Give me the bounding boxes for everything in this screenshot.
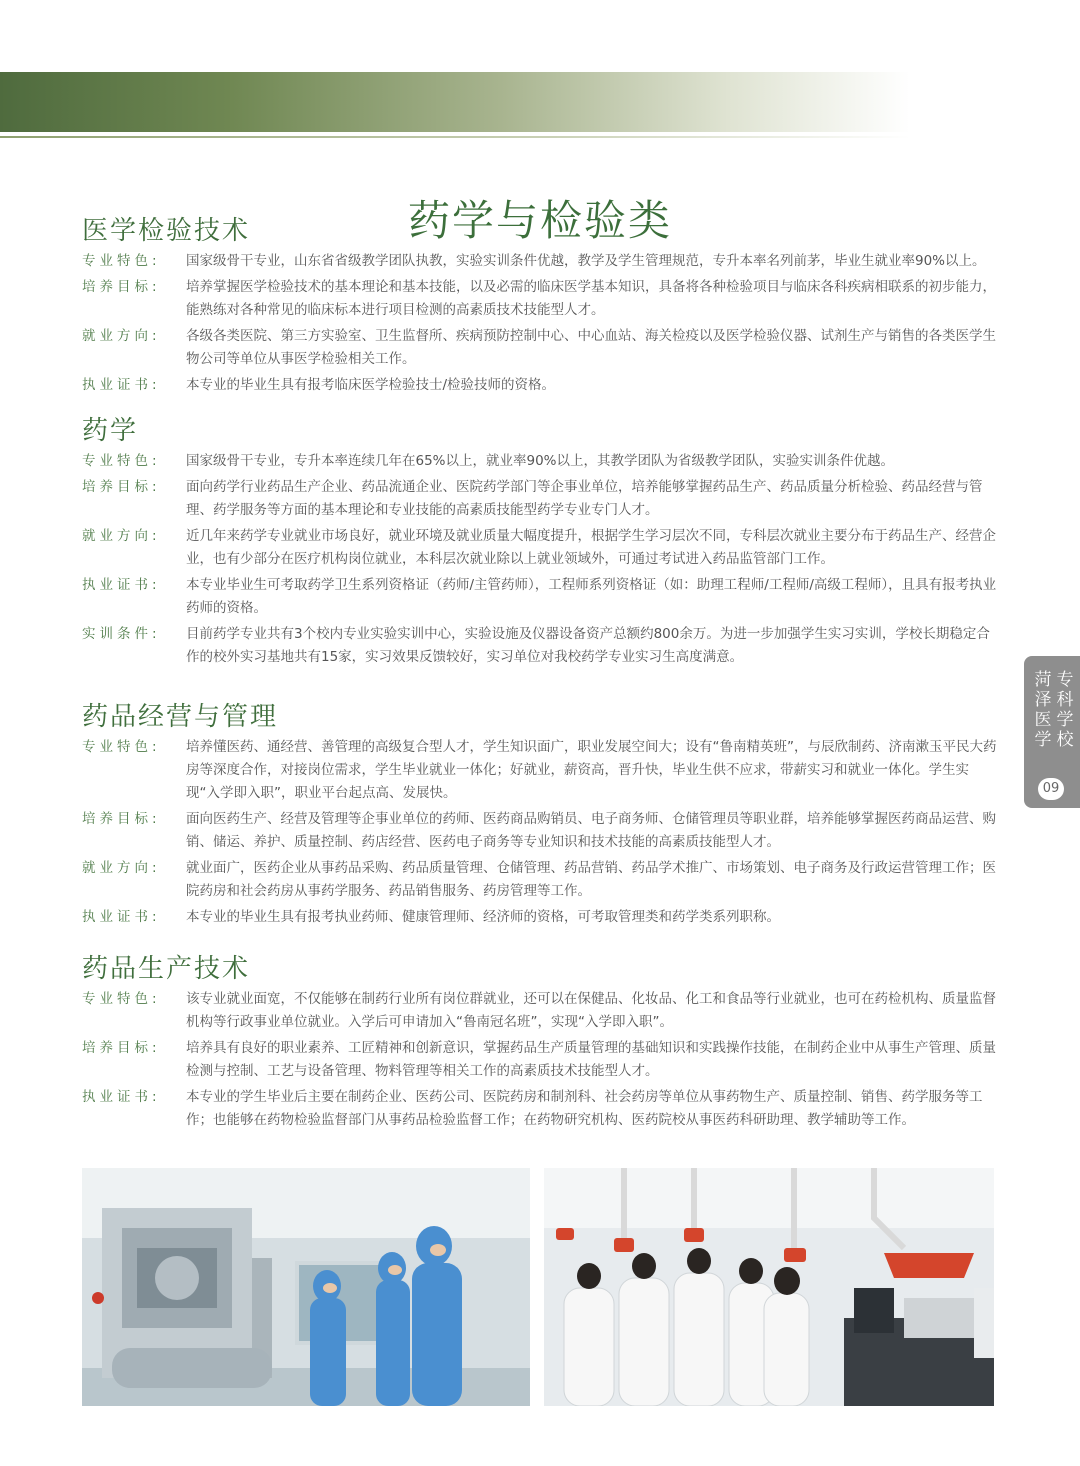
row-label: 就业方向: <box>82 328 161 344</box>
section-drug-marketing-management <box>82 698 1002 929</box>
row-label: 实训条件: <box>82 626 161 642</box>
row-label: 专业特色: <box>82 453 161 469</box>
row-text: 培养具有良好的职业素养、工匠精神和创新意识，掌握药品生产质量管理的基础知识和实践操作技能，在制药企业中从事生产管理、质量检测与控制、工艺与设备管理、物料管理等相关工作的高素质技术技能型人才。 <box>186 1040 996 1079</box>
row-text: 各级各类医院、第三方实验室、卫生监督所、疾病预防控制中心、中心血站、海关检疫以及医学检验仪器、试剂生产与销售的各类医学生物公司等单位从事医学检验相关工作。 <box>186 328 996 367</box>
info-row <box>82 450 1002 473</box>
photo-cleanroom-production <box>82 1168 530 1406</box>
row-label: 培养目标: <box>82 479 161 495</box>
photo-laboratory <box>544 1168 994 1406</box>
row-label: 培养目标: <box>82 811 161 827</box>
info-row <box>82 276 1002 322</box>
info-row <box>82 857 1002 903</box>
section-drug-production-tech <box>82 950 1002 1132</box>
side-tab-text-col2: 专科学校 <box>1056 670 1074 750</box>
info-row <box>82 525 1002 571</box>
row-label: 执业证书: <box>82 377 161 393</box>
info-row <box>82 574 1002 620</box>
row-text: 本专业的毕业生具有报考临床医学检验技士/检验技师的资格。 <box>186 377 556 393</box>
row-label: 就业方向: <box>82 860 161 876</box>
row-text: 面向药学行业药品生产企业、药品流通企业、医院药学部门等企事业单位，培养能够掌握药品生产、药品质量分析检验、药品经营与管理、药学服务等方面的基本理论和专业技能的高素质技能型药学专业专门人才。 <box>186 479 983 518</box>
row-text: 目前药学专业共有3个校内专业实验实训中心，实验设施及仪器设备资产总额约800余万。为进一步加强学生实习实训，学校长期稳定合作的校外实习基地共有15家，实习效果反馈较好，实习单位对我校药学专业实习生高度满意。 <box>186 626 990 665</box>
header-gradient-band <box>0 72 910 132</box>
row-label: 培养目标: <box>82 279 161 295</box>
row-text: 就业面广，医药企业从事药品采购、药品质量管理、仓储管理、药品营销、药品学术推广、市场策划、电子商务及行政运营管理工作；医院药房和社会药房从事药学服务、药品销售服务、药房管理等工作。 <box>186 860 996 899</box>
row-text: 该专业就业面宽，不仅能够在制药行业所有岗位群就业，还可以在保健品、化妆品、化工和食品等行业就业，也可在药检机构、质量监督机构等行政事业单位就业。入学后可申请加入“鲁南冠名班”，实现“入学即入职”。 <box>186 991 996 1030</box>
row-text: 国家级骨干专业，专升本率连续几年在65%以上，就业率90%以上，其教学团队为省级教学团队，实验实训条件优越。 <box>186 453 895 469</box>
row-label: 执业证书: <box>82 1089 161 1105</box>
info-row <box>82 374 1002 397</box>
page-number: 09 <box>1038 778 1064 800</box>
section-title: 药品生产技术 <box>82 954 251 984</box>
row-text: 本专业毕业生可考取药学卫生系列资格证（药师/主管药师），工程师系列资格证（如：助理工程师/工程师/高级工程师），且具有报考执业药师的资格。 <box>186 577 997 616</box>
row-label: 执业证书: <box>82 909 161 925</box>
row-text: 培养懂医药、通经营、善管理的高级复合型人才，学生知识面广，职业发展空间大；设有“鲁南精英班”，与辰欣制药、济南漱玉平民大药房等深度合作，对接岗位需求，学生毕业就业一体化；好就业，薪资高，晋升快，毕业生供不应求，带薪实习和就业一体化。学生实现“入学即入职”，职业平台起点高、发展快。 <box>186 739 997 801</box>
row-label: 执业证书: <box>82 577 161 593</box>
info-row <box>82 906 1002 929</box>
row-text: 本专业的毕业生具有报考执业药师、健康管理师、经济师的资格，可考取管理类和药学类系列职称。 <box>186 909 780 925</box>
row-label: 培养目标: <box>82 1040 161 1056</box>
info-row <box>82 476 1002 522</box>
row-text: 面向医药生产、经营及管理等企事业单位的药师、医药商品购销员、电子商务师、仓储管理员等职业群，培养能够掌握医药商品运营、购销、储运、养护、质量控制、药店经营、医药电子商务等专业知识和技术技能的高素质技能型人才。 <box>186 811 996 850</box>
section-title: 医学检验技术 <box>82 216 251 246</box>
row-text: 近几年来药学专业就业市场良好，就业环境及就业质量大幅度提升，根据学生学习层次不同，专科层次就业主要分布于药品生产、经营企业，也有少部分在医疗机构岗位就业，本科层次就业除以上就业领域外，可通过考试进入药品监管部门工作。 <box>186 528 996 567</box>
row-label: 专业特色: <box>82 991 161 1007</box>
section-title: 药品经营与管理 <box>82 702 279 732</box>
row-label: 就业方向: <box>82 528 161 544</box>
info-row <box>82 808 1002 854</box>
info-row <box>82 1037 1002 1083</box>
info-row <box>82 623 1002 669</box>
section-title: 药学 <box>82 416 139 446</box>
row-text: 培养掌握医学检验技术的基本理论和基本技能，以及必需的临床医学基本知识，具备将各种检验项目与临床各科疾病相联系的初步能力，能熟练对各种常见的临床标本进行项目检测的高素质技术技能型人才。 <box>186 279 996 318</box>
info-row <box>82 736 1002 805</box>
info-row <box>82 988 1002 1034</box>
row-label: 专业特色: <box>82 739 161 755</box>
side-tab-text-col1: 菏泽医学 <box>1034 670 1052 750</box>
info-row <box>82 325 1002 371</box>
row-text: 国家级骨干专业，山东省省级教学团队执教，实验实训条件优越，教学及学生管理规范，专升本率名列前茅，毕业生就业率90%以上。 <box>186 253 986 269</box>
section-medical-lab-tech <box>82 212 1002 397</box>
school-side-tab <box>1024 656 1080 808</box>
page-title: 药学与检验类 <box>407 196 672 246</box>
info-row <box>82 1086 1002 1132</box>
row-label: 专业特色: <box>82 253 161 269</box>
row-text: 本专业的学生毕业后主要在制药企业、医药公司、医院药房和制剂科、社会药房等单位从事药物生产、质量控制、销售、药学服务等工作；也能够在药物检验监督部门从事药品检验监督工作；在药物研究机构、医药院校从事医药科研助理、教学辅助等工作。 <box>186 1089 983 1128</box>
section-pharmacy <box>82 412 1002 669</box>
info-row <box>82 250 1002 273</box>
